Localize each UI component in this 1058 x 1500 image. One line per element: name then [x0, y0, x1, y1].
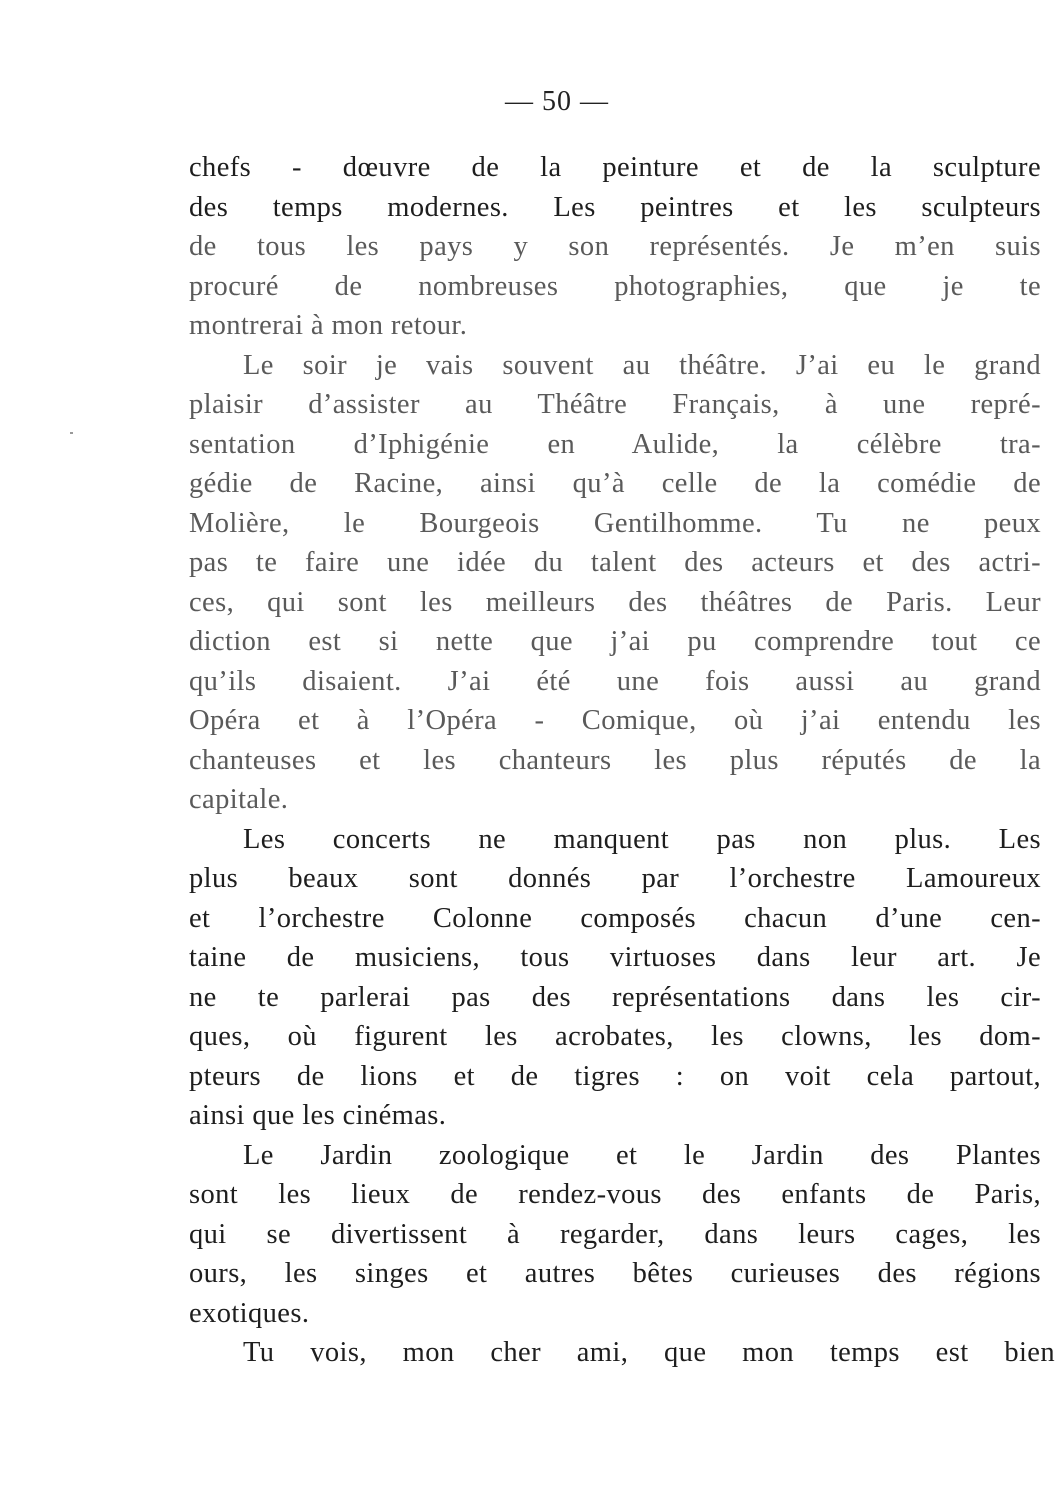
- text-line: gédie de Racine, ainsi qu’à celle de la comédie de: [189, 468, 1041, 499]
- text-line: montrerai à mon retour.: [189, 310, 468, 341]
- text-line: taine de musiciens, tous virtuoses dans leur art. Je: [189, 942, 1041, 973]
- text-line: ques, où figurent les acrobates, les clowns, les dom-: [189, 1021, 1041, 1052]
- text-line: Le Jardin zoologique et le Jardin des Plantes: [243, 1139, 1041, 1171]
- text-line: chanteuses et les chanteurs les plus réputés de la: [189, 744, 1041, 776]
- text-line: plaisir d’assister au Théâtre Français, à une repré-: [189, 389, 1041, 420]
- text-line: pteurs de lions et de tigres : on voit cela partout,: [189, 1060, 1041, 1092]
- text-line: des temps modernes. Les peintres et les sculpteurs: [189, 191, 1041, 223]
- text-line: Le soir je vais souvent au théâtre. J’ai eu le grand: [243, 349, 1041, 381]
- paper-speck: [70, 432, 73, 434]
- page-number: — 50 —: [505, 86, 609, 117]
- text-line: sont les lieux de rendez-vous des enfants de Paris,: [189, 1179, 1041, 1210]
- text-line: de tous les pays y son représentés. Je m’en suis: [189, 231, 1041, 262]
- text-line: Les concerts ne manquent pas non plus. Les: [243, 823, 1041, 855]
- text-line: procuré de nombreuses photographies, que je te: [189, 270, 1041, 302]
- text-line: plus beaux sont donnés par l’orchestre Lamoureux: [189, 863, 1041, 894]
- text-line: ours, les singes et autres bêtes curieuses des régions: [189, 1258, 1041, 1289]
- text-line: ne te parlerai pas des représentations dans les cir-: [189, 981, 1041, 1013]
- text-line: diction est si nette que j’ai pu comprendre tout ce: [189, 626, 1041, 657]
- text-line: capitale.: [189, 784, 289, 815]
- text-line: Molière, le Bourgeois Gentilhomme. Tu ne peux: [189, 507, 1041, 539]
- text-line: exotiques.: [189, 1297, 310, 1329]
- text-line: ainsi que les cinémas.: [189, 1100, 447, 1131]
- text-line: sentation d’Iphigénie en Aulide, la célèbre tra-: [189, 428, 1041, 460]
- text-line: et l’orchestre Colonne composés chacun d’une cen-: [189, 902, 1041, 934]
- text-line: ces, qui sont les meilleurs des théâtres de Paris. Leur: [189, 586, 1041, 618]
- text-line: qu’ils disaient. J’ai été une fois aussi au grand: [189, 665, 1041, 697]
- text-line: Tu vois, mon cher ami, que mon temps est bien: [243, 1337, 1055, 1368]
- text-line: Opéra et à l’Opéra - Comique, où j’ai entendu les: [189, 705, 1041, 736]
- text-line: pas te faire une idée du talent des acteurs et des actri-: [189, 547, 1041, 578]
- text-line: chefs - dœuvre de la peinture et de la sculpture: [189, 152, 1041, 183]
- text-line: qui se divertissent à regarder, dans leurs cages, les: [189, 1218, 1041, 1250]
